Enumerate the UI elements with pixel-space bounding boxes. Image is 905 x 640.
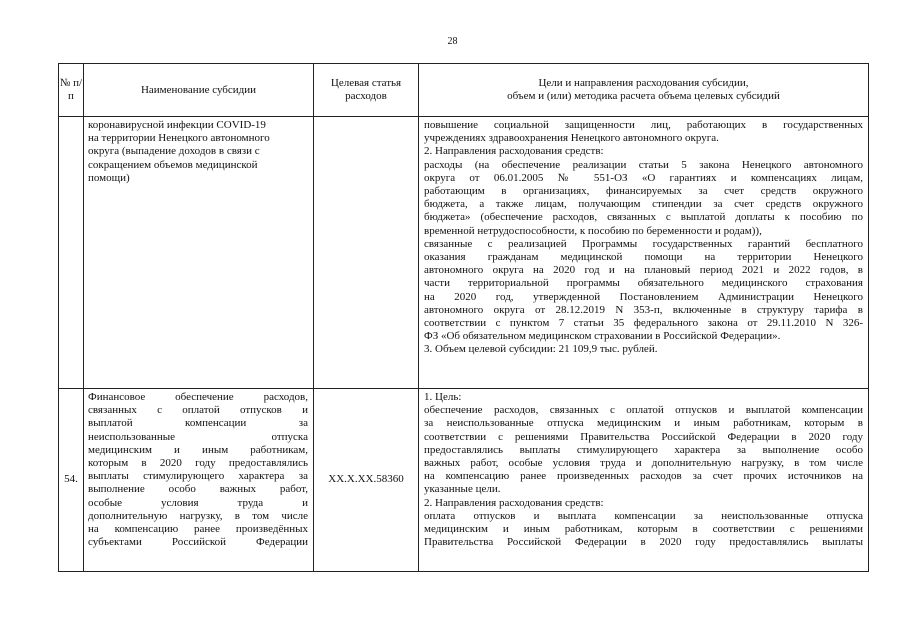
text-line: выплаты стимулирующего характера за bbox=[88, 470, 308, 483]
text-line: важных работ, особые условия труда и дополнительную нагрузку, в том числе bbox=[424, 457, 863, 470]
text-line: на компенсацию ранее произведённых bbox=[88, 523, 308, 536]
text-line: повышение социальной защищенности лиц, работающих в государственных bbox=[424, 119, 863, 131]
header-purpose-line1: Цели и направления расходования субсидии, bbox=[538, 77, 749, 89]
header-name: Наименование субсидии bbox=[84, 64, 314, 117]
target-code: XX.X.XX.58360 bbox=[314, 389, 419, 572]
text-line: предоставлялись выплаты стимулирующего характера за выполнение особо bbox=[424, 443, 863, 456]
text-line: неиспользованные отпуска bbox=[88, 430, 308, 443]
subsidy-purpose bbox=[419, 389, 869, 572]
header-purpose-line2: объем и (или) методика расчета объема целевых субсидий bbox=[507, 90, 780, 102]
text-line: выплатой компенсации за bbox=[88, 417, 308, 430]
row-num: 54. bbox=[59, 389, 84, 572]
text-line: Правительства Российской Федерации в 2020 году предоставлялись выплаты bbox=[424, 536, 863, 549]
text-line: обеспечение расходов, связанных с оплатой отпусков и выплатой компенсации bbox=[424, 404, 863, 417]
text-line: 3. Объем целевой субсидии: 21 109,9 тыс. рублей. bbox=[424, 343, 658, 356]
text-line: автономного округа от 28.12.2019 N 353-п, включенные в структуру тарифа в bbox=[424, 303, 863, 316]
text-line: соответствии с решениями Правительства Российской Федерации в 2020 году bbox=[424, 430, 863, 443]
text-line: на компенсацию ранее произведенных расходов за счет прочих источников на bbox=[424, 470, 863, 483]
text-line: ФЗ «Об обязательном медицинском страховании в Российской Федерации». bbox=[424, 330, 781, 343]
text-line: выполнение особо важных работ, bbox=[88, 483, 308, 496]
text-line: соответствии с пунктом 7 статьи 35 федерального закона от 29.11.2010 N 326- bbox=[424, 317, 863, 330]
header-code: Целевая статья расходов bbox=[314, 64, 419, 117]
text-line: медицинским и иным работникам, которым в соответствии с решениями bbox=[424, 523, 863, 536]
text-line: учреждениях здравоохранения Ненецкого автономного округа. bbox=[424, 132, 719, 145]
text-line: бюджета» (обеспечение расходов, связанных с выплатой доплаты к пособию по bbox=[424, 211, 863, 224]
text-line: 2. Направления расходования средств: bbox=[424, 145, 604, 158]
table-header-row bbox=[59, 64, 869, 117]
header-purpose bbox=[419, 64, 869, 117]
subsidy-name bbox=[84, 117, 314, 389]
text-line: за неиспользованные отпуска медицинским и иным работникам, которым в bbox=[424, 417, 863, 430]
text-line: временной нетрудоспособности, к пособию по беременности и родам)), bbox=[424, 224, 762, 237]
text-line: Финансовое обеспечение расходов, bbox=[88, 391, 308, 403]
table-row bbox=[59, 117, 869, 389]
text-line: указанные цели. bbox=[424, 483, 501, 496]
text-line: сокращением объемов медицинской bbox=[88, 158, 258, 171]
subsidy-purpose bbox=[419, 117, 869, 389]
text-line: автономного округа на 2020 год и на плановый период 2021 и 2022 годов, в bbox=[424, 264, 863, 277]
target-code bbox=[314, 117, 419, 389]
text-line: оплата отпусков и выплата компенсации за неиспользованные отпуска bbox=[424, 509, 863, 522]
subsidy-table bbox=[58, 63, 869, 572]
subsidy-name bbox=[84, 389, 314, 572]
text-line: помощи) bbox=[88, 171, 130, 184]
text-line: коронавирусной инфекции COVID-19 bbox=[88, 119, 266, 131]
text-line: 1. Цель: bbox=[424, 391, 462, 403]
text-line: на 2020 год, утвержденной Постановлением Администрации Ненецкого bbox=[424, 290, 863, 303]
text-line: которым в 2020 году предоставлялись bbox=[88, 457, 308, 470]
text-line: связанных с оплатой отпусков и bbox=[88, 404, 308, 417]
text-line: расходы (на обеспечение реализации статьи 5 закона Ненецкого автономного bbox=[424, 158, 863, 171]
text-line: особые условия труда и bbox=[88, 496, 308, 509]
header-num: № п/ п bbox=[59, 64, 84, 117]
row-num bbox=[59, 117, 84, 389]
text-line: субъектами Российской Федерации bbox=[88, 536, 308, 549]
page-number: 28 bbox=[447, 36, 458, 47]
text-line: связанные с реализацией Программы государственных гарантий бесплатного bbox=[424, 237, 863, 250]
text-line: части территориальной программы обязательного медицинского страхования bbox=[424, 277, 863, 290]
text-line: округа от 06.01.2005 № 551-ОЗ «О гарантиях и компенсациях лицам, bbox=[424, 171, 863, 184]
text-line: на территории Ненецкого автономного bbox=[88, 132, 270, 145]
text-line: бюджета, а также лицам, получающим стипендии за счет средств окружного bbox=[424, 198, 863, 211]
text-line: работающим в организациях, финансируемых за счет средств окружного bbox=[424, 185, 863, 198]
text-line: медицинским и иным работникам, bbox=[88, 443, 308, 456]
text-line: округа (выпадение доходов в связи с bbox=[88, 145, 260, 158]
text-line: 2. Направления расходования средств: bbox=[424, 496, 604, 509]
table-row bbox=[59, 389, 869, 572]
text-line: дополнительную нагрузку, в том числе bbox=[88, 509, 308, 522]
text-line: оказания гражданам медицинской помощи на территории Ненецкого bbox=[424, 251, 863, 264]
